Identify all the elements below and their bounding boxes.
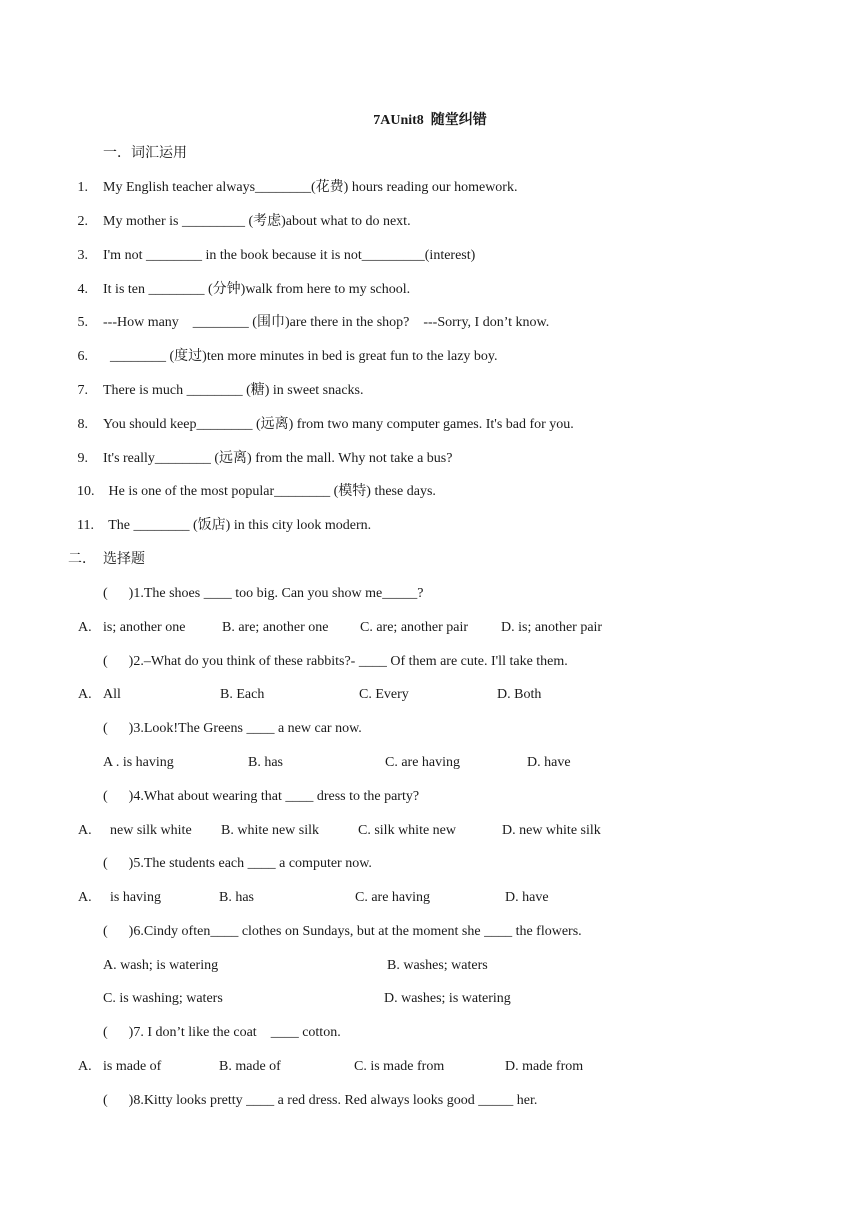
item-number: 10.	[77, 484, 95, 499]
item-text: My mother is _________ (考虑)about what to do next.	[103, 214, 411, 229]
item-text: It's really________ (远离) from the mall. Why not take a bus?	[103, 451, 453, 466]
item-number: 11.	[77, 518, 94, 533]
question-stem: ( )6.Cindy often____ clothes on Sundays, but at the moment she ____ the flowers.	[103, 924, 582, 939]
question-stem: ( )1.The shoes ____ too big. Can you show me_____?	[103, 586, 424, 601]
section2-number: 二．	[68, 552, 96, 567]
option-b: B. made of	[219, 1059, 281, 1074]
option-d: D. new white silk	[502, 823, 601, 838]
option-d: D. have	[527, 755, 571, 770]
option-c: C. is washing; waters	[103, 991, 223, 1006]
option-c: C. Every	[359, 687, 409, 702]
option-c: C. are having	[355, 890, 431, 905]
item-number: 6.	[77, 349, 88, 364]
option-b: B. has	[219, 890, 254, 905]
section2-heading: 选择题	[103, 552, 145, 567]
item-number: 8.	[77, 417, 88, 432]
item-text: It is ten ________ (分钟)walk from here to my school.	[103, 282, 411, 297]
item-number: 5.	[77, 315, 88, 330]
option-b: B. Each	[220, 687, 265, 702]
option-a: is having	[110, 890, 161, 905]
option-a: new silk white	[110, 823, 192, 838]
option-letter: A.	[78, 687, 92, 702]
option-d: D. washes; is watering	[384, 991, 511, 1006]
option-letter: A.	[78, 620, 92, 635]
item-text: There is much ________ (糖) in sweet snacks.	[103, 383, 364, 398]
option-c: C. is made from	[354, 1059, 445, 1074]
option-b: B. washes; waters	[387, 958, 488, 973]
option-c: C. are having	[385, 755, 461, 770]
page-title: 7AUnit8 随堂纠错	[373, 113, 487, 128]
question-stem: ( )2.–What do you think of these rabbits?- ____ Of them are cute. I'll take them.	[103, 654, 568, 669]
item-text: My English teacher always________(花费) hours reading our homework.	[103, 180, 518, 195]
item-text: He is one of the most popular________ (模特) these days.	[105, 484, 436, 499]
item-number: 4.	[77, 282, 88, 297]
item-number: 1.	[77, 180, 88, 195]
question-stem: ( )5.The students each ____ a computer now.	[103, 856, 372, 871]
option-d: D. made from	[505, 1059, 584, 1074]
option-c: C. are; another pair	[360, 620, 469, 635]
option-d: D. have	[505, 890, 549, 905]
option-a: A . is having	[103, 755, 174, 770]
option-b: B. has	[248, 755, 283, 770]
option-b: B. white new silk	[221, 823, 319, 838]
item-number: 7.	[77, 383, 88, 398]
option-c: C. silk white new	[358, 823, 456, 838]
section1-heading: 一．词汇运用	[103, 146, 187, 161]
item-text: I'm not ________ in the book because it is not_________(interest)	[103, 248, 476, 263]
item-number: 2.	[77, 214, 88, 229]
item-number: 9.	[77, 451, 88, 466]
item-text: The ________ (饭店) in this city look modern.	[105, 518, 372, 533]
option-letter: A.	[78, 1059, 92, 1074]
option-a: A. wash; is watering	[103, 958, 219, 973]
question-stem: ( )8.Kitty looks pretty ____ a red dress. Red always looks good _____ her.	[103, 1093, 538, 1108]
question-stem: ( )7. I don’t like the coat ____ cotton.	[103, 1025, 341, 1040]
option-letter: A.	[78, 890, 92, 905]
item-text: ________ (度过)ten more minutes in bed is great fun to the lazy boy.	[103, 349, 498, 364]
option-a: All	[103, 687, 121, 702]
option-d: D. Both	[497, 687, 542, 702]
question-stem: ( )4.What about wearing that ____ dress to the party?	[103, 789, 420, 804]
option-a: is made of	[103, 1059, 162, 1074]
option-letter: A.	[78, 823, 92, 838]
option-b: B. are; another one	[222, 620, 329, 635]
question-stem: ( )3.Look!The Greens ____ a new car now.	[103, 721, 362, 736]
item-text: You should keep________ (远离) from two many computer games. It's bad for you.	[103, 417, 574, 432]
option-d: D. is; another pair	[501, 620, 603, 635]
option-a: is; another one	[103, 620, 186, 635]
item-text: ---How many ________ (围巾)are there in the shop? ---Sorry, I don’t know.	[103, 315, 550, 330]
item-number: 3.	[77, 248, 88, 263]
